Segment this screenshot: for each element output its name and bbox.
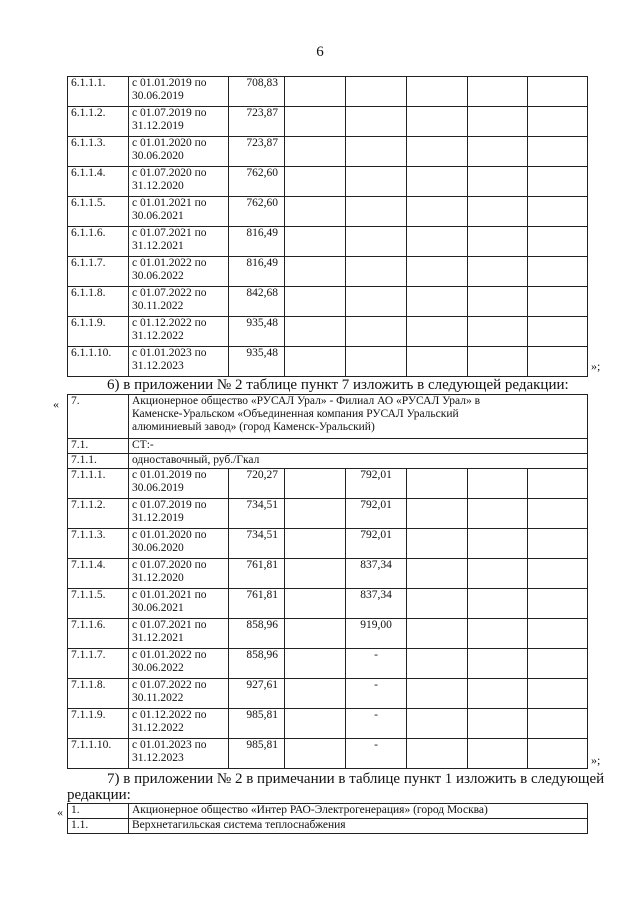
- empty-cell: [528, 347, 588, 377]
- row-id: 6.1.1.5.: [68, 197, 129, 227]
- table-row: [68, 287, 588, 317]
- period-end: 30.06.2020: [132, 150, 184, 162]
- empty-cell: [468, 529, 528, 559]
- period-cell: [129, 679, 229, 709]
- period-start: с 01.07.2021 по: [132, 619, 207, 631]
- empty-cell: [468, 679, 528, 709]
- table-row: [68, 739, 588, 769]
- empty-cell: [468, 107, 528, 137]
- period-end: 30.06.2022: [132, 270, 184, 282]
- empty-cell: [285, 469, 346, 499]
- empty-cell: [528, 469, 588, 499]
- row-id: 6.1.1.8.: [68, 287, 129, 317]
- empty-cell: [407, 317, 468, 347]
- row-id: 7.1.1.9.: [68, 709, 129, 739]
- period-cell: [129, 197, 229, 227]
- tariff-value: 816,49: [229, 257, 285, 287]
- empty-cell: [528, 589, 588, 619]
- period-end: 31.12.2022: [132, 330, 184, 342]
- empty-cell: [285, 589, 346, 619]
- empty-cell: [468, 469, 528, 499]
- tariff-value: 935,48: [229, 347, 285, 377]
- period-cell: [129, 257, 229, 287]
- empty-cell: [407, 77, 468, 107]
- empty-cell: [407, 167, 468, 197]
- empty-cell: [285, 649, 346, 679]
- empty-cell: [285, 317, 346, 347]
- empty-cell: [346, 167, 407, 197]
- empty-cell: [346, 347, 407, 377]
- empty-cell: [528, 499, 588, 529]
- empty-cell: [528, 679, 588, 709]
- note-table-1: [67, 803, 588, 834]
- empty-cell: [528, 257, 588, 287]
- row-id: 7.1.1.3.: [68, 529, 129, 559]
- empty-cell: [468, 287, 528, 317]
- row-7-1-1-text: одноставочный, руб./Гкал: [129, 454, 588, 469]
- empty-cell: [407, 619, 468, 649]
- empty-cell: [468, 709, 528, 739]
- period-start: с 01.01.2022 по: [132, 257, 207, 269]
- empty-cell: [407, 227, 468, 257]
- period-start: с 01.01.2020 по: [132, 137, 207, 149]
- period-cell: [129, 559, 229, 589]
- empty-cell: [407, 499, 468, 529]
- tariff-value: 985,81: [229, 739, 285, 769]
- empty-cell: [346, 137, 407, 167]
- empty-cell: [468, 619, 528, 649]
- tariff-value-with-vat: 792,01: [346, 469, 407, 499]
- table-row: [68, 649, 588, 679]
- empty-cell: [407, 679, 468, 709]
- period-end: 30.06.2022: [132, 662, 184, 674]
- period-start: с 01.07.2022 по: [132, 287, 207, 299]
- period-cell: [129, 317, 229, 347]
- period-cell: [129, 649, 229, 679]
- row-id: 6.1.1.4.: [68, 167, 129, 197]
- table-7-open-mark: «: [53, 397, 59, 411]
- empty-cell: [285, 499, 346, 529]
- empty-cell: [285, 227, 346, 257]
- period-end: 31.12.2021: [132, 632, 184, 644]
- empty-cell: [285, 559, 346, 589]
- row-7-id: 7.: [68, 395, 129, 439]
- empty-cell: [528, 77, 588, 107]
- tariff-value: 734,51: [229, 529, 285, 559]
- empty-cell: [407, 589, 468, 619]
- row-7-title-line-3: алюминиевый завод» (город Каменск-Уральский): [132, 421, 375, 433]
- table-row: [68, 619, 588, 649]
- empty-cell: [346, 77, 407, 107]
- table-row: [68, 227, 588, 257]
- empty-cell: [407, 739, 468, 769]
- empty-cell: [468, 559, 528, 589]
- empty-cell: [468, 589, 528, 619]
- period-end: 30.06.2019: [132, 90, 184, 102]
- tariff-value-with-vat: 919,00: [346, 619, 407, 649]
- period-end: 31.12.2022: [132, 722, 184, 734]
- empty-cell: [285, 107, 346, 137]
- empty-cell: [285, 739, 346, 769]
- empty-cell: [407, 559, 468, 589]
- empty-cell: [468, 77, 528, 107]
- tariff-value: 858,96: [229, 649, 285, 679]
- period-start: с 01.01.2019 по: [132, 469, 207, 481]
- row-id: 6.1.1.10.: [68, 347, 129, 377]
- empty-cell: [285, 137, 346, 167]
- period-end: 31.12.2019: [132, 120, 184, 132]
- row-id: 7.1.1.2.: [68, 499, 129, 529]
- row-id: 7.1.1.10.: [68, 739, 129, 769]
- tariff-value-with-vat: 792,01: [346, 499, 407, 529]
- empty-cell: [285, 347, 346, 377]
- empty-cell: [528, 709, 588, 739]
- empty-cell: [468, 499, 528, 529]
- row-id: 6.1.1.7.: [68, 257, 129, 287]
- empty-cell: [468, 257, 528, 287]
- empty-cell: [346, 287, 407, 317]
- period-start: с 01.01.2020 по: [132, 529, 207, 541]
- row-id: 7.1.1.8.: [68, 679, 129, 709]
- period-end: 31.12.2021: [132, 240, 184, 252]
- table-row: [68, 529, 588, 559]
- period-start: с 01.01.2023 по: [132, 347, 207, 359]
- empty-cell: [528, 137, 588, 167]
- period-end: 31.12.2020: [132, 180, 184, 192]
- period-end: 31.12.2023: [132, 752, 184, 764]
- row-id: 7.1.1.6.: [68, 619, 129, 649]
- row-7-title: [129, 395, 588, 439]
- table-6-end-mark: »;: [591, 359, 601, 373]
- table-row: [68, 589, 588, 619]
- row-id: 7.1.1.1.: [68, 469, 129, 499]
- row-7-title-line-1: Акционерное общество «РУСАЛ Урал» - Филиал АО «РУСАЛ Урал» в: [132, 395, 480, 407]
- empty-cell: [285, 529, 346, 559]
- empty-cell: [468, 739, 528, 769]
- row-1-text: Акционерное общество «Интер РАО-Электрогенерация» (город Москва): [129, 804, 588, 819]
- paragraph-6: 6) в приложении № 2 таблице пункт 7 изложить в следующей редакции:: [107, 377, 569, 393]
- empty-cell: [468, 197, 528, 227]
- empty-cell: [285, 287, 346, 317]
- period-cell: [129, 709, 229, 739]
- row-id: 7.1.1.7.: [68, 649, 129, 679]
- tariff-value: 927,61: [229, 679, 285, 709]
- table-row: [68, 197, 588, 227]
- tariff-table-6: [67, 76, 588, 377]
- page-number: 6: [316, 44, 324, 60]
- period-cell: [129, 137, 229, 167]
- tariff-value: 708,83: [229, 77, 285, 107]
- table-row: [68, 347, 588, 377]
- row-7-1-1-id: 7.1.1.: [68, 454, 129, 469]
- paragraph-7-line-1: 7) в приложении № 2 в примечании в таблице пункт 1 изложить в следующей: [107, 771, 605, 787]
- period-cell: [129, 77, 229, 107]
- empty-cell: [285, 709, 346, 739]
- empty-cell: [407, 529, 468, 559]
- empty-cell: [407, 709, 468, 739]
- tariff-value: 761,81: [229, 559, 285, 589]
- empty-cell: [285, 257, 346, 287]
- period-start: с 01.01.2019 по: [132, 77, 207, 89]
- period-end: 30.06.2021: [132, 602, 184, 614]
- empty-cell: [285, 197, 346, 227]
- empty-cell: [407, 197, 468, 227]
- empty-cell: [285, 77, 346, 107]
- period-cell: [129, 499, 229, 529]
- tariff-value-with-vat: -: [346, 739, 407, 769]
- tariff-value: 816,49: [229, 227, 285, 257]
- row-id: 6.1.1.6.: [68, 227, 129, 257]
- period-cell: [129, 469, 229, 499]
- period-cell: [129, 739, 229, 769]
- tariff-value: 762,60: [229, 197, 285, 227]
- period-cell: [129, 589, 229, 619]
- empty-cell: [528, 649, 588, 679]
- empty-cell: [407, 257, 468, 287]
- empty-cell: [528, 167, 588, 197]
- empty-cell: [528, 559, 588, 589]
- tariff-value-with-vat: -: [346, 649, 407, 679]
- tariff-value: 985,81: [229, 709, 285, 739]
- empty-cell: [468, 317, 528, 347]
- period-end: 30.11.2022: [132, 692, 184, 704]
- period-start: с 01.01.2021 по: [132, 197, 207, 209]
- period-end: 31.12.2023: [132, 360, 184, 372]
- table-row: [68, 559, 588, 589]
- empty-cell: [285, 167, 346, 197]
- period-end: 30.06.2021: [132, 210, 184, 222]
- row-1-id: 1.: [68, 804, 129, 819]
- period-end: 31.12.2020: [132, 572, 184, 584]
- empty-cell: [528, 739, 588, 769]
- tariff-value-with-vat: 792,01: [346, 529, 407, 559]
- table-row: [68, 137, 588, 167]
- tariff-value: 723,87: [229, 137, 285, 167]
- tariff-value: 720,27: [229, 469, 285, 499]
- empty-cell: [346, 107, 407, 137]
- tariff-value: 858,96: [229, 619, 285, 649]
- table-7-end-mark: »;: [591, 753, 601, 767]
- period-end: 30.06.2020: [132, 542, 184, 554]
- empty-cell: [528, 227, 588, 257]
- period-start: с 01.07.2019 по: [132, 499, 207, 511]
- row-id: 6.1.1.9.: [68, 317, 129, 347]
- empty-cell: [468, 167, 528, 197]
- table-row: [68, 107, 588, 137]
- empty-cell: [528, 107, 588, 137]
- period-start: с 01.01.2022 по: [132, 649, 207, 661]
- tariff-value: 723,87: [229, 107, 285, 137]
- row-id: 7.1.1.4.: [68, 559, 129, 589]
- table-1-open-mark: «: [57, 805, 63, 819]
- period-cell: [129, 287, 229, 317]
- period-start: с 01.07.2022 по: [132, 679, 207, 691]
- empty-cell: [468, 227, 528, 257]
- tariff-value: 935,48: [229, 317, 285, 347]
- period-cell: [129, 619, 229, 649]
- period-start: с 01.01.2023 по: [132, 739, 207, 751]
- table-row: [68, 469, 588, 499]
- empty-cell: [285, 619, 346, 649]
- period-start: с 01.07.2021 по: [132, 227, 207, 239]
- tariff-value-with-vat: -: [346, 709, 407, 739]
- empty-cell: [346, 227, 407, 257]
- table-row: [68, 679, 588, 709]
- period-start: с 01.07.2020 по: [132, 167, 207, 179]
- empty-cell: [407, 107, 468, 137]
- period-start: с 01.01.2021 по: [132, 589, 207, 601]
- period-cell: [129, 529, 229, 559]
- period-start: с 01.07.2019 по: [132, 107, 207, 119]
- empty-cell: [407, 469, 468, 499]
- table-row: [68, 167, 588, 197]
- empty-cell: [407, 347, 468, 377]
- tariff-value: 762,60: [229, 167, 285, 197]
- tariff-value: 761,81: [229, 589, 285, 619]
- row-id: 6.1.1.1.: [68, 77, 129, 107]
- period-start: с 01.07.2020 по: [132, 559, 207, 571]
- paragraph-7-line-2: редакции:: [67, 787, 131, 803]
- row-id: 6.1.1.3.: [68, 137, 129, 167]
- tariff-value-with-vat: -: [346, 679, 407, 709]
- tariff-table-7: [67, 394, 588, 769]
- table-row: [68, 709, 588, 739]
- period-cell: [129, 227, 229, 257]
- table-row: [68, 257, 588, 287]
- empty-cell: [468, 137, 528, 167]
- empty-cell: [528, 197, 588, 227]
- row-1-1-text: Верхнетагильская система теплоснабжения: [129, 819, 588, 834]
- empty-cell: [346, 257, 407, 287]
- empty-cell: [407, 649, 468, 679]
- empty-cell: [346, 197, 407, 227]
- row-id: 6.1.1.2.: [68, 107, 129, 137]
- empty-cell: [407, 137, 468, 167]
- period-start: с 01.12.2022 по: [132, 317, 207, 329]
- table-row: [68, 77, 588, 107]
- row-id: 7.1.1.5.: [68, 589, 129, 619]
- row-7-title-line-2: Каменске-Уральском «Объединенная компания РУСАЛ Уральский: [132, 408, 459, 420]
- tariff-value: 734,51: [229, 499, 285, 529]
- tariff-value-with-vat: 837,34: [346, 589, 407, 619]
- period-end: 30.06.2019: [132, 482, 184, 494]
- empty-cell: [285, 679, 346, 709]
- row-1-1-id: 1.1.: [68, 819, 129, 834]
- table-row: [68, 317, 588, 347]
- period-end: 30.11.2022: [132, 300, 184, 312]
- period-start: с 01.12.2022 по: [132, 709, 207, 721]
- empty-cell: [346, 317, 407, 347]
- tariff-value: 842,68: [229, 287, 285, 317]
- empty-cell: [528, 529, 588, 559]
- period-end: 31.12.2019: [132, 512, 184, 524]
- empty-cell: [528, 317, 588, 347]
- empty-cell: [528, 287, 588, 317]
- tariff-value-with-vat: 837,34: [346, 559, 407, 589]
- table-row: [68, 499, 588, 529]
- row-7-1-id: 7.1.: [68, 439, 129, 454]
- empty-cell: [528, 619, 588, 649]
- empty-cell: [468, 347, 528, 377]
- empty-cell: [468, 649, 528, 679]
- empty-cell: [407, 287, 468, 317]
- period-cell: [129, 347, 229, 377]
- period-cell: [129, 107, 229, 137]
- row-7-1-text: СТ:-: [129, 439, 588, 454]
- period-cell: [129, 167, 229, 197]
